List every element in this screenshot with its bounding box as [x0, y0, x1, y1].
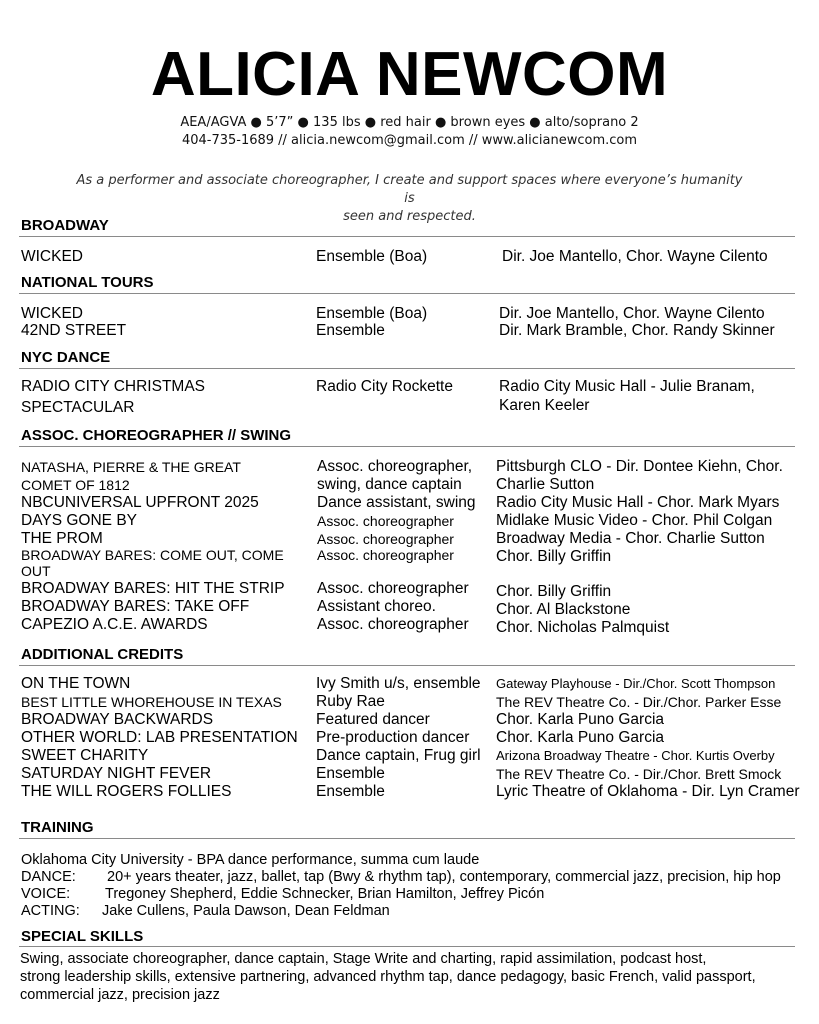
credit-director: Pittsburgh CLO - Dir. Dontee Kiehn, Chor.	[496, 458, 783, 475]
training-voice-label: VOICE:	[21, 886, 71, 902]
credit-role: Pre-production dancer	[316, 729, 470, 746]
credit-show: BROADWAY BACKWARDS	[21, 711, 214, 728]
training-acting-detail: Jake Cullens, Paula Dawson, Dean Feldman	[102, 903, 390, 919]
credit-row	[0, 512, 819, 530]
credit-row	[0, 399, 819, 417]
credit-row	[0, 616, 819, 634]
credit-director: Dir. Mark Bramble, Chor. Randy Skinner	[499, 322, 775, 339]
credit-row	[0, 458, 819, 476]
credit-director: Charlie Sutton	[496, 476, 595, 493]
section-title-nyc-dance: NYC DANCE	[21, 349, 111, 366]
training-voice-detail: Tregoney Shepherd, Eddie Schnecker, Brian Hamilton, Jeffrey Picón	[105, 886, 545, 902]
credit-show: DAYS GONE BY	[21, 512, 137, 529]
credit-show: COMET OF 1812	[21, 477, 130, 493]
credit-row	[0, 693, 819, 711]
credit-director: The REV Theatre Co. - Dir./Chor. Brett Smock	[496, 766, 782, 782]
credit-row	[0, 747, 819, 765]
credit-show: BROADWAY BARES: HIT THE STRIP	[21, 580, 285, 597]
credit-show: THE WILL ROGERS FOLLIES	[21, 783, 232, 800]
credit-show: 42ND STREET	[21, 322, 127, 339]
credit-row	[0, 783, 819, 801]
training-voice	[21, 885, 544, 903]
credit-role: Ensemble	[316, 765, 385, 782]
training-acting	[21, 902, 390, 920]
credit-show: BROADWAY BARES: COME OUT, COME	[21, 547, 284, 563]
credit-director: Arizona Broadway Theatre - Chor. Kurtis Overby	[496, 748, 775, 763]
section-title-assoc-choreographer: ASSOC. CHOREOGRAPHER // SWING	[21, 427, 292, 444]
credit-row	[0, 598, 819, 616]
credit-role: Radio City Rockette	[316, 378, 453, 395]
credit-director: Chor. Karla Puno Garcia	[496, 711, 665, 728]
credit-row	[0, 476, 819, 494]
section-title-national-tours: NATIONAL TOURS	[21, 274, 154, 291]
credit-role: Assoc. choreographer,	[317, 458, 473, 475]
section-divider	[19, 665, 795, 666]
credit-director: Chor. Billy Griffin	[496, 548, 612, 565]
credit-role: Assoc. choreographer	[317, 616, 469, 633]
personal-statement	[70, 172, 749, 226]
credit-show: OTHER WORLD: LAB PRESENTATION	[21, 729, 298, 746]
training-dance-detail: 20+ years theater, jazz, ballet, tap (Bwy & rhythm tap), contemporary, commercial jazz, precision, hip hop	[107, 869, 781, 885]
statement-line: seen and respected.	[343, 209, 476, 224]
credit-row	[0, 580, 819, 598]
section-title-broadway: BROADWAY	[21, 217, 109, 234]
credit-role: Ensemble (Boa)	[316, 248, 428, 265]
credit-director: Radio City Music Hall - Julie Branam,	[499, 378, 755, 395]
credit-show: ON THE TOWN	[21, 675, 131, 692]
credit-role: Ensemble (Boa)	[316, 305, 428, 322]
credit-show: RADIO CITY CHRISTMAS	[21, 378, 206, 395]
credit-row	[0, 729, 819, 747]
statement-line: As a performer and associate choreographer, I create and support spaces where everyone’s humanity is	[76, 173, 743, 206]
credit-director: Dir. Joe Mantello, Chor. Wayne Cilento	[502, 248, 768, 265]
credit-director: Gateway Playhouse - Dir./Chor. Scott Thompson	[496, 676, 776, 691]
credit-role: Assoc. choreographer	[317, 580, 469, 597]
credit-role: Ruby Rae	[316, 693, 385, 710]
skills-line: strong leadership skills, extensive partnering, advanced rhythm tap, dance pedagogy, basic French, valid passport,	[20, 969, 756, 985]
credit-role: Dance assistant, swing	[317, 494, 476, 511]
credit-row	[0, 675, 819, 693]
credit-director: Dir. Joe Mantello, Chor. Wayne Cilento	[499, 305, 765, 322]
section-divider	[19, 368, 795, 369]
section-divider	[19, 293, 795, 294]
credit-show: CAPEZIO A.C.E. AWARDS	[21, 616, 208, 633]
credit-director: The REV Theatre Co. - Dir./Chor. Parker Esse	[496, 694, 782, 710]
training-dance	[21, 868, 781, 886]
credit-row	[0, 562, 819, 580]
section-divider	[19, 838, 795, 839]
credit-row	[0, 378, 819, 396]
credit-director: Midlake Music Video - Chor. Phil Colgan	[496, 512, 773, 529]
section-divider	[19, 236, 795, 237]
credit-row	[0, 305, 819, 323]
credit-role: Ivy Smith u/s, ensemble	[316, 675, 481, 692]
credit-role: Featured dancer	[316, 711, 430, 728]
skills-line: commercial jazz, precision jazz	[20, 987, 220, 1003]
credit-director: Chor. Karla Puno Garcia	[496, 729, 665, 746]
performer-stats: AEA/AGVA ● 5’7” ● 135 lbs ● red hair ● brown eyes ● alto/soprano 2	[180, 115, 639, 130]
performer-name: ALICIA NEWCOM	[150, 40, 669, 109]
credit-show: SWEET CHARITY	[21, 747, 149, 764]
credit-show: SPECTACULAR	[21, 399, 135, 416]
credit-role: Assoc. choreographer	[317, 547, 454, 563]
section-title-special-skills: SPECIAL SKILLS	[21, 928, 144, 945]
credit-show: BEST LITTLE WHOREHOUSE IN TEXAS	[21, 694, 282, 710]
credit-row	[0, 765, 819, 783]
credit-role: swing, dance captain	[317, 476, 462, 493]
credit-show: WICKED	[21, 305, 83, 322]
training-acting-label: ACTING:	[21, 903, 80, 919]
section-title-additional-credits: ADDITIONAL CREDITS	[21, 646, 184, 663]
section-title-training: TRAINING	[21, 819, 94, 836]
credit-show: THE PROM	[21, 530, 103, 547]
skills-line: Swing, associate choreographer, dance captain, Stage Write and charting, rapid assimilation, podcast host,	[20, 951, 707, 967]
credit-role: Ensemble	[316, 783, 385, 800]
credit-role: Assoc. choreographer	[317, 531, 454, 547]
credit-role: Assistant choreo.	[317, 598, 436, 615]
credit-show: SATURDAY NIGHT FEVER	[21, 765, 212, 782]
credit-row	[0, 711, 819, 729]
credit-director: Karen Keeler	[499, 397, 590, 414]
credit-director: Broadway Media - Chor. Charlie Sutton	[496, 530, 765, 547]
credit-row	[0, 494, 819, 512]
credit-director: Lyric Theatre of Oklahoma - Dir. Lyn Cramer	[496, 783, 800, 800]
section-divider	[19, 446, 795, 447]
credit-director: Chor. Al Blackstone	[496, 601, 631, 618]
credit-show: OUT	[21, 563, 51, 579]
credit-role: Assoc. choreographer	[317, 513, 454, 529]
credit-director: Chor. Billy Griffin	[496, 583, 612, 600]
contact-info: 404-735-1689 // alicia.newcom@gmail.com // www.alicianewcom.com	[181, 133, 638, 148]
section-divider	[19, 946, 795, 947]
credit-show: NATASHA, PIERRE & THE GREAT	[21, 459, 241, 475]
credit-row	[0, 248, 819, 266]
credit-role: Ensemble	[316, 322, 385, 339]
credit-show: BROADWAY BARES: TAKE OFF	[21, 598, 250, 615]
credit-show: NBCUNIVERSAL UPFRONT 2025	[21, 494, 259, 511]
training-dance-label: DANCE:	[21, 869, 76, 885]
credit-director: Radio City Music Hall - Chor. Mark Myars	[496, 494, 780, 511]
training-degree: Oklahoma City University - BPA dance performance, summa cum laude	[21, 852, 480, 868]
credit-role: Dance captain, Frug girl	[316, 747, 481, 764]
credit-director: Chor. Nicholas Palmquist	[496, 619, 670, 636]
credit-show: WICKED	[21, 248, 83, 265]
credit-row	[0, 322, 819, 340]
